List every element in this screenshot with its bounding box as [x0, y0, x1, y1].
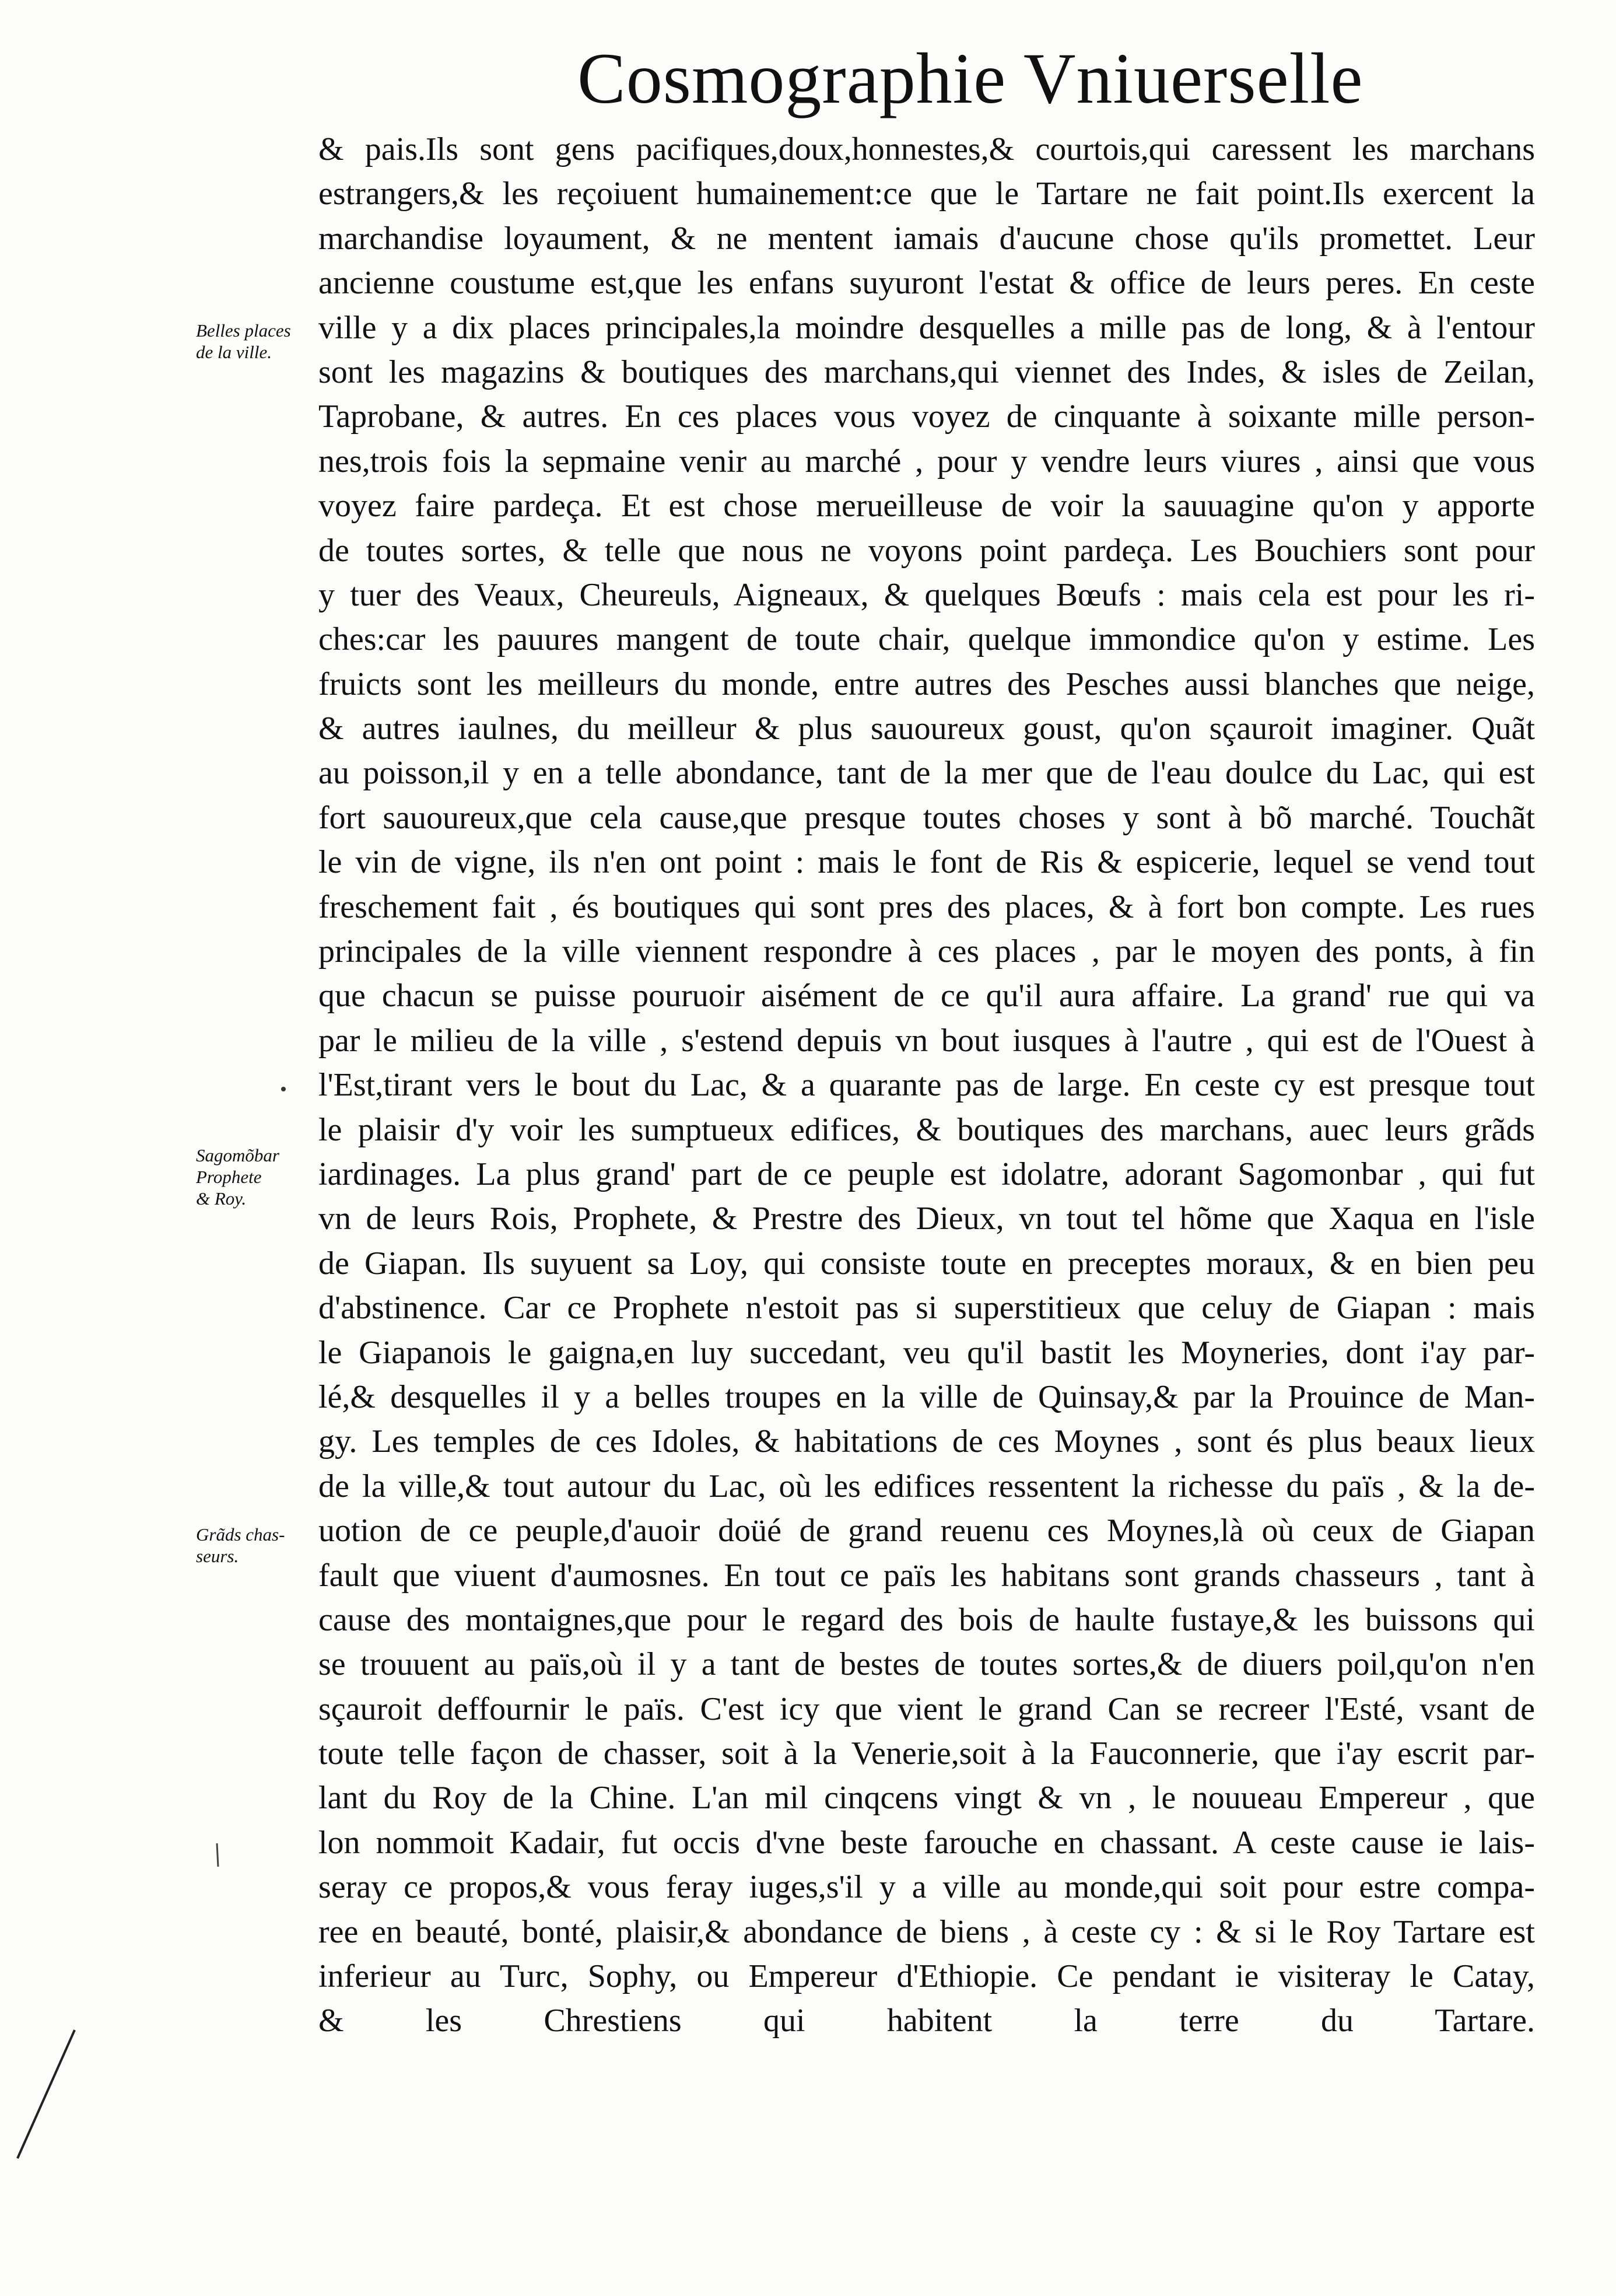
text-line: lant du Roy de la Chine. L'an mil cinqcens vingt & vn , le nouueau Empereur , que — [318, 1780, 1535, 1817]
text-line: vn de leurs Rois, Prophete, & Prestre des Dieux, vn tout tel hõme que Xaqua en l'isle — [318, 1200, 1535, 1237]
text-line: cause des montaignes,que pour le regard des bois de haulte fustaye,& les buissons qui — [318, 1601, 1535, 1638]
margin-note-line: seurs. — [196, 1546, 239, 1566]
text-line: inferieur au Turc, Sophy, ou Empereur d'Ethiopie. Ce pendant ie visiteray le Catay, — [318, 1958, 1535, 1995]
text-line: gy. Les temples de ces Idoles, & habitations de ces Moynes , sont és plus beaux lieux — [318, 1423, 1535, 1460]
margin-note-line: de la ville. — [196, 342, 272, 362]
text-line: d'abstinence. Car ce Prophete n'estoit pas si superstitieux que celuy de Giapan : mais — [318, 1290, 1535, 1326]
ink-dot — [281, 1087, 286, 1091]
text-line: fault que viuent d'aumosnes. En tout ce païs les habitans sont grands chasseurs , tant à — [318, 1557, 1535, 1594]
text-line: sont les magazins & boutiques des marchans,qui viennet des Indes, & isles de Zeilan, — [318, 354, 1535, 390]
text-line: lon nommoit Kadair, fut occis d'vne beste farouche en chassant. A ceste cause ie lais- — [318, 1824, 1535, 1861]
text-line: fort sauoureux,que cela cause,que presque toutes choses y sont à bõ marché. Touchãt — [318, 799, 1535, 836]
text-line: l'Est,tirant vers le bout du Lac, & a quarante pas de large. En ceste cy est presque tout — [318, 1067, 1535, 1104]
text-line: ville y a dix places principales,la moindre desquelles a mille pas de long, & à l'entour — [318, 309, 1535, 346]
ink-stroke — [17, 2030, 75, 2158]
text-line: & les Chrestiens qui habitent la terre du Tartare. — [318, 2003, 1535, 2039]
text-line: estrangers,& les reçoiuent humainement:ce que le Tartare ne fait point.Ils exercent la — [318, 176, 1535, 212]
text-line: ancienne coustume est,que les enfans suyuront l'estat & office de leurs peres. En ceste — [318, 265, 1535, 302]
text-line: de toutes sortes, & telle que nous ne voyons point pardeça. Les Bouchiers sont pour — [318, 532, 1535, 569]
text-line: principales de la ville viennent respondre à ces places , par le moyen des ponts, à fin — [318, 933, 1535, 970]
text-line: fruicts sont les meilleurs du monde, entre autres des Pesches aussi blanches que neige, — [318, 666, 1535, 702]
ink-mark — [217, 1843, 218, 1867]
text-line: marchandise loyaument, & ne mentent iamais d'aucune chose qu'ils promettet. Leur — [318, 220, 1535, 257]
text-line: voyez faire pardeça. Et est chose merueilleuse de voir la sauuagine qu'on y apporte — [318, 488, 1535, 524]
running-title: Cosmographie Vniuerselle — [577, 38, 1363, 118]
text-line: le plaisir d'y voir les sumptueux edifices, & boutiques des marchans, auec leurs grãds — [318, 1111, 1535, 1148]
text-line: freschement fait , és boutiques qui sont pres des places, & à fort bon compte. Les rues — [318, 888, 1535, 925]
text-line: de la ville,& tout autour du Lac, où les edifices ressentent la richesse du païs , & la de- — [318, 1468, 1535, 1504]
text-line: sçauroit deffournir le païs. C'est icy que vient le grand Can se recreer l'Esté, vsant de — [318, 1690, 1535, 1727]
text-line: iardinages. La plus grand' part de ce peuple est idolatre, adorant Sagomonbar , qui fut — [318, 1156, 1535, 1192]
text-line: que chacun se puisse pouruoir aisément de ce qu'il aura affaire. La grand' rue qui va — [318, 978, 1535, 1014]
margin-note-line: Sagomõbar — [196, 1145, 279, 1166]
margin-note-line: Grãds chas- — [196, 1524, 285, 1545]
text-line: uotion de ce peuple,d'auoir doüé de grand reuenu ces Moynes,là où ceux de Giapan — [318, 1513, 1535, 1549]
text-line: & pais.Ils sont gens pacifiques,doux,honnestes,& courtois,qui caressent les marchans — [318, 131, 1535, 167]
text-line: de Giapan. Ils suyuent sa Loy, qui consiste toute en preceptes moraux, & en bien peu — [318, 1245, 1535, 1282]
margin-note-line: Prophete — [196, 1167, 262, 1187]
text-line: se trouuent au païs,où il y a tant de bestes de toutes sortes,& de diuers poil,qu'on n'en — [318, 1646, 1535, 1683]
text-line: nes,trois fois la sepmaine venir au marché , pour y vendre leurs viures , ainsi que vous — [318, 443, 1535, 480]
text-line: seray ce propos,& vous feray iuges,s'il y a ville au monde,qui soit pour estre compa- — [318, 1869, 1535, 1906]
text-line: lé,& desquelles il y a belles troupes en la ville de Quinsay,& par la Prouince de Man- — [318, 1378, 1535, 1415]
text-line: le vin de vigne, ils n'en ont point : mais le font de Ris & espicerie, lequel se vend tout — [318, 844, 1535, 881]
text-line: Taprobane, & autres. En ces places vous voyez de cinquante à soixante mille person- — [318, 398, 1535, 435]
margin-note-line: Belles places — [196, 320, 291, 341]
text-line: le Giapanois le gaigna,en luy succedant, veu qu'il bastit les Moyneries, dont i'ay par- — [318, 1334, 1535, 1371]
text-line: ree en beauté, bonté, plaisir,& abondance de biens , à ceste cy : & si le Roy Tartare est — [318, 1913, 1535, 1950]
text-line: toute telle façon de chasser, soit à la Venerie,soit à la Fauconnerie, que i'ay escrit par- — [318, 1735, 1535, 1772]
text-line: & autres iaulnes, du meilleur & plus sauoureux goust, qu'on sçauroit imaginer. Quãt — [318, 710, 1535, 747]
text-line: ches:car les pauures mangent de toute chair, quelque immondice qu'on y estime. Les — [318, 621, 1535, 658]
text-line: au poisson,il y en a telle abondance, tant de la mer que de l'eau doulce du Lac, qui est — [318, 755, 1535, 792]
text-line: y tuer des Veaux, Cheureuls, Aigneaux, & quelques Bœufs : mais cela est pour les ri- — [318, 576, 1535, 613]
margin-note-line: & Roy. — [196, 1188, 247, 1209]
text-line: par le milieu de la ville , s'estend depuis vn bout iusques à l'autre , qui est de l'Ouest à — [318, 1022, 1535, 1059]
